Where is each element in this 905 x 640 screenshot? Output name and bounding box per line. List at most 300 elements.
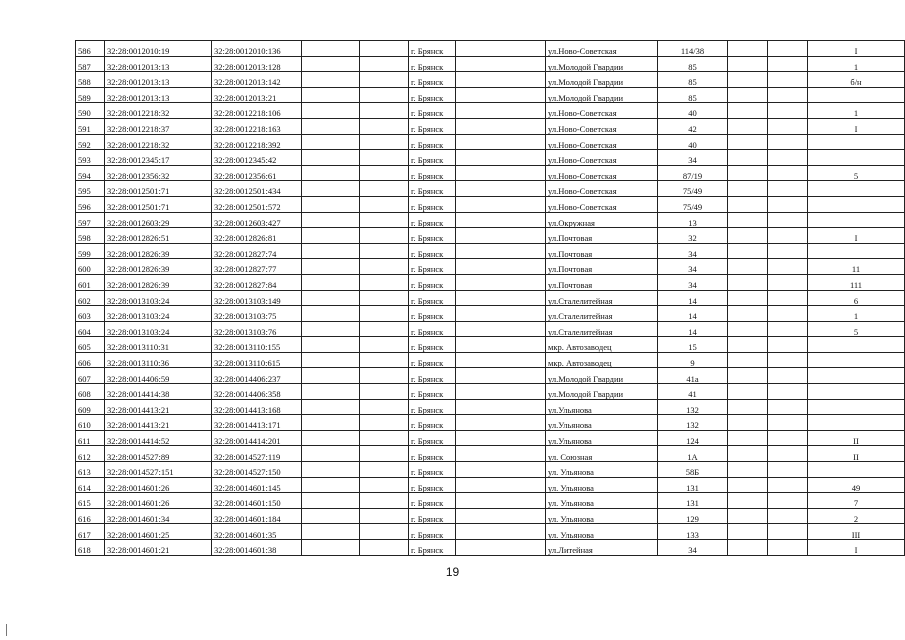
cell-blank-3 — [456, 462, 546, 478]
cell-street: ул.Ново-Советская — [546, 196, 658, 212]
cell-blank-5 — [768, 196, 808, 212]
cell-blank-1 — [302, 524, 360, 540]
cell-blank-4 — [728, 508, 768, 524]
cell-blank-4 — [728, 72, 768, 88]
cell-cadastral-parent: 32:28:0014414:52 — [105, 430, 212, 446]
cell-blank-3 — [456, 399, 546, 415]
table-row — [76, 399, 905, 415]
cell-city: г. Брянск — [409, 321, 456, 337]
cell-row-no: 593 — [76, 150, 105, 166]
cell-row-no: 601 — [76, 274, 105, 290]
cell-street: ул.Литейная — [546, 540, 658, 556]
cell-city: г. Брянск — [409, 446, 456, 462]
cell-blank-1 — [302, 134, 360, 150]
cell-blank-3 — [456, 477, 546, 493]
cell-apartment: 7 — [808, 493, 905, 509]
cell-street: мкр. Автозаводец — [546, 337, 658, 353]
cell-blank-4 — [728, 212, 768, 228]
cell-blank-2 — [360, 493, 409, 509]
cell-blank-1 — [302, 243, 360, 259]
cell-cadastral-object: 32:28:0012827:84 — [212, 274, 302, 290]
cell-street: ул.Молодой Гвардии — [546, 87, 658, 103]
cell-city: г. Брянск — [409, 508, 456, 524]
cell-cadastral-object: 32:28:0012218:106 — [212, 103, 302, 119]
cell-blank-5 — [768, 508, 808, 524]
cell-city: г. Брянск — [409, 165, 456, 181]
cell-street: ул.Молодой Гвардии — [546, 384, 658, 400]
cell-house: 34 — [658, 274, 728, 290]
cell-row-no: 608 — [76, 384, 105, 400]
cell-house: 131 — [658, 477, 728, 493]
cell-blank-1 — [302, 321, 360, 337]
cell-apartment: 1 — [808, 306, 905, 322]
table-row — [76, 181, 905, 197]
cell-blank-3 — [456, 118, 546, 134]
cell-cadastral-parent: 32:28:0013103:24 — [105, 306, 212, 322]
cell-blank-2 — [360, 212, 409, 228]
cell-blank-2 — [360, 352, 409, 368]
cell-blank-1 — [302, 196, 360, 212]
cell-cadastral-object: 32:28:0012010:136 — [212, 41, 302, 57]
cell-blank-2 — [360, 524, 409, 540]
cell-house: 34 — [658, 150, 728, 166]
cell-apartment — [808, 399, 905, 415]
cell-street: ул.Сталелитейная — [546, 290, 658, 306]
cell-blank-5 — [768, 243, 808, 259]
cell-street: ул.Ульянова — [546, 399, 658, 415]
cell-cadastral-parent: 32:28:0014601:21 — [105, 540, 212, 556]
cell-city: г. Брянск — [409, 134, 456, 150]
cell-blank-3 — [456, 56, 546, 72]
cell-cadastral-parent: 32:28:0012010:19 — [105, 41, 212, 57]
cell-street: ул. Союзная — [546, 446, 658, 462]
cell-city: г. Брянск — [409, 290, 456, 306]
cell-blank-4 — [728, 524, 768, 540]
cell-blank-1 — [302, 446, 360, 462]
cell-blank-2 — [360, 165, 409, 181]
cell-blank-5 — [768, 321, 808, 337]
cell-blank-5 — [768, 430, 808, 446]
cell-blank-3 — [456, 446, 546, 462]
cell-house: 9 — [658, 352, 728, 368]
cell-cadastral-object: 32:28:0012501:572 — [212, 196, 302, 212]
cell-street: ул.Ново-Советская — [546, 103, 658, 119]
table-row — [76, 274, 905, 290]
cell-apartment: 5 — [808, 165, 905, 181]
cell-blank-3 — [456, 493, 546, 509]
table-row — [76, 72, 905, 88]
cell-house: 32 — [658, 228, 728, 244]
cell-street: ул.Ново-Советская — [546, 150, 658, 166]
cell-cadastral-object: 32:28:0014601:145 — [212, 477, 302, 493]
cell-city: г. Брянск — [409, 430, 456, 446]
cell-blank-4 — [728, 196, 768, 212]
cell-row-no: 611 — [76, 430, 105, 446]
cell-apartment: II — [808, 430, 905, 446]
cell-blank-4 — [728, 352, 768, 368]
cell-blank-5 — [768, 493, 808, 509]
cell-blank-5 — [768, 477, 808, 493]
cell-blank-1 — [302, 290, 360, 306]
cell-row-no: 599 — [76, 243, 105, 259]
cell-blank-5 — [768, 228, 808, 244]
table-row — [76, 321, 905, 337]
cell-row-no: 615 — [76, 493, 105, 509]
cell-row-no: 597 — [76, 212, 105, 228]
cell-blank-3 — [456, 337, 546, 353]
cell-blank-4 — [728, 415, 768, 431]
cell-blank-1 — [302, 212, 360, 228]
cell-blank-3 — [456, 243, 546, 259]
cell-row-no: 614 — [76, 477, 105, 493]
cell-street: ул.Ново-Советская — [546, 118, 658, 134]
cell-blank-3 — [456, 134, 546, 150]
cell-cadastral-object: 32:28:0012013:128 — [212, 56, 302, 72]
cell-blank-2 — [360, 181, 409, 197]
cell-blank-2 — [360, 337, 409, 353]
cell-blank-3 — [456, 196, 546, 212]
table-row — [76, 352, 905, 368]
cell-cadastral-parent: 32:28:0012345:17 — [105, 150, 212, 166]
cell-house: 132 — [658, 399, 728, 415]
cell-street: ул.Почтовая — [546, 228, 658, 244]
table-row — [76, 41, 905, 57]
cell-row-no: 589 — [76, 87, 105, 103]
cell-blank-3 — [456, 150, 546, 166]
cell-blank-4 — [728, 493, 768, 509]
cell-blank-4 — [728, 540, 768, 556]
cell-blank-4 — [728, 306, 768, 322]
cell-blank-2 — [360, 368, 409, 384]
cell-blank-2 — [360, 384, 409, 400]
cell-blank-2 — [360, 134, 409, 150]
cell-blank-2 — [360, 508, 409, 524]
cell-blank-2 — [360, 446, 409, 462]
cell-blank-5 — [768, 259, 808, 275]
table-row — [76, 150, 905, 166]
cell-blank-1 — [302, 493, 360, 509]
cell-cadastral-parent: 32:28:0014414:38 — [105, 384, 212, 400]
cell-blank-1 — [302, 477, 360, 493]
cell-house: 87/19 — [658, 165, 728, 181]
cell-row-no: 604 — [76, 321, 105, 337]
cell-cadastral-object: 32:28:0012603:427 — [212, 212, 302, 228]
cell-apartment: I — [808, 118, 905, 134]
cell-apartment: III — [808, 524, 905, 540]
cell-blank-1 — [302, 87, 360, 103]
cell-blank-1 — [302, 56, 360, 72]
cell-blank-4 — [728, 259, 768, 275]
cell-blank-2 — [360, 430, 409, 446]
page-number: 19 — [445, 565, 460, 579]
cell-row-no: 595 — [76, 181, 105, 197]
cell-cadastral-object: 32:28:0012826:81 — [212, 228, 302, 244]
cell-cadastral-object: 32:28:0012827:77 — [212, 259, 302, 275]
table-row — [76, 430, 905, 446]
cell-cadastral-parent: 32:28:0014601:34 — [105, 508, 212, 524]
cell-blank-2 — [360, 72, 409, 88]
cell-apartment — [808, 462, 905, 478]
cell-apartment: I — [808, 41, 905, 57]
cell-row-no: 602 — [76, 290, 105, 306]
cell-street: ул.Ново-Советская — [546, 165, 658, 181]
cell-apartment: 1 — [808, 103, 905, 119]
cell-cadastral-parent: 32:28:0012218:32 — [105, 103, 212, 119]
cell-city: г. Брянск — [409, 259, 456, 275]
cell-blank-4 — [728, 56, 768, 72]
cell-blank-4 — [728, 41, 768, 57]
cell-blank-3 — [456, 259, 546, 275]
cell-blank-3 — [456, 212, 546, 228]
cell-city: г. Брянск — [409, 103, 456, 119]
cell-cadastral-parent: 32:28:0014601:26 — [105, 493, 212, 509]
table-row — [76, 508, 905, 524]
cell-street: ул. Ульянова — [546, 508, 658, 524]
cell-city: г. Брянск — [409, 87, 456, 103]
table-row — [76, 87, 905, 103]
cell-cadastral-parent: 32:28:0013103:24 — [105, 290, 212, 306]
cell-house: 58Б — [658, 462, 728, 478]
cell-apartment — [808, 134, 905, 150]
cell-blank-5 — [768, 150, 808, 166]
cell-house: 41а — [658, 368, 728, 384]
cell-row-no: 618 — [76, 540, 105, 556]
cell-blank-5 — [768, 352, 808, 368]
table-row — [76, 462, 905, 478]
cell-blank-3 — [456, 508, 546, 524]
cell-street: ул.Сталелитейная — [546, 306, 658, 322]
cell-row-no: 590 — [76, 103, 105, 119]
cell-cadastral-object: 32:28:0013103:149 — [212, 290, 302, 306]
cell-cadastral-object: 32:28:0014413:168 — [212, 399, 302, 415]
cell-blank-1 — [302, 181, 360, 197]
table-row — [76, 368, 905, 384]
cell-cadastral-object: 32:28:0014414:201 — [212, 430, 302, 446]
cell-blank-1 — [302, 430, 360, 446]
cell-apartment — [808, 384, 905, 400]
table-row — [76, 446, 905, 462]
cell-apartment: I — [808, 228, 905, 244]
table-row — [76, 384, 905, 400]
cell-blank-3 — [456, 430, 546, 446]
cell-city: г. Брянск — [409, 41, 456, 57]
table-row — [76, 259, 905, 275]
cell-blank-2 — [360, 306, 409, 322]
cell-blank-3 — [456, 165, 546, 181]
cell-street: ул. Ульянова — [546, 524, 658, 540]
cell-blank-2 — [360, 87, 409, 103]
cell-apartment: 49 — [808, 477, 905, 493]
cell-cadastral-object: 32:28:0014601:35 — [212, 524, 302, 540]
cell-blank-2 — [360, 56, 409, 72]
cell-apartment — [808, 196, 905, 212]
cell-blank-4 — [728, 243, 768, 259]
cell-city: г. Брянск — [409, 274, 456, 290]
cell-blank-3 — [456, 384, 546, 400]
cell-apartment — [808, 150, 905, 166]
cell-cadastral-object: 32:28:0013103:76 — [212, 321, 302, 337]
cell-city: г. Брянск — [409, 524, 456, 540]
cell-city: г. Брянск — [409, 196, 456, 212]
cell-blank-2 — [360, 290, 409, 306]
cell-blank-5 — [768, 212, 808, 228]
cell-blank-1 — [302, 72, 360, 88]
cell-cadastral-object: 32:28:0014406:237 — [212, 368, 302, 384]
cell-blank-1 — [302, 150, 360, 166]
cell-street: ул.Ульянова — [546, 415, 658, 431]
cell-cadastral-parent: 32:28:0013110:36 — [105, 352, 212, 368]
table-row — [76, 56, 905, 72]
cell-house: 34 — [658, 259, 728, 275]
cell-blank-3 — [456, 415, 546, 431]
table-row — [76, 103, 905, 119]
cell-cadastral-parent: 32:28:0012013:13 — [105, 56, 212, 72]
cell-apartment: 6 — [808, 290, 905, 306]
cell-apartment: 11 — [808, 259, 905, 275]
cell-blank-5 — [768, 306, 808, 322]
cell-house: 75/49 — [658, 181, 728, 197]
cell-cadastral-parent: 32:28:0012218:32 — [105, 134, 212, 150]
cell-street: ул. Ульянова — [546, 493, 658, 509]
cell-street: ул.Молодой Гвардии — [546, 368, 658, 384]
cell-blank-2 — [360, 399, 409, 415]
cell-blank-5 — [768, 399, 808, 415]
table-row — [76, 243, 905, 259]
cell-blank-4 — [728, 446, 768, 462]
cell-blank-3 — [456, 228, 546, 244]
cell-cadastral-object: 32:28:0012827:74 — [212, 243, 302, 259]
cell-house: 133 — [658, 524, 728, 540]
cell-blank-4 — [728, 399, 768, 415]
cell-apartment — [808, 337, 905, 353]
cell-cadastral-parent: 32:28:0012826:39 — [105, 259, 212, 275]
cell-cadastral-parent: 32:28:0012826:39 — [105, 274, 212, 290]
cell-city: г. Брянск — [409, 56, 456, 72]
cell-street: ул.Ульянова — [546, 430, 658, 446]
cell-blank-5 — [768, 462, 808, 478]
table-row — [76, 524, 905, 540]
cell-house: 14 — [658, 306, 728, 322]
cell-blank-2 — [360, 259, 409, 275]
cell-cadastral-parent: 32:28:0014601:26 — [105, 477, 212, 493]
cell-row-no: 588 — [76, 72, 105, 88]
cell-city: г. Брянск — [409, 118, 456, 134]
cell-cadastral-object: 32:28:0012013:21 — [212, 87, 302, 103]
cell-cadastral-object: 32:28:0013103:75 — [212, 306, 302, 322]
table-row — [76, 118, 905, 134]
cell-street: ул.Окружная — [546, 212, 658, 228]
cell-blank-2 — [360, 540, 409, 556]
cell-house: 85 — [658, 87, 728, 103]
cell-apartment: 5 — [808, 321, 905, 337]
cell-house: 131 — [658, 493, 728, 509]
cell-blank-4 — [728, 181, 768, 197]
cell-cadastral-object: 32:28:0013110:615 — [212, 352, 302, 368]
cell-cadastral-parent: 32:28:0012826:51 — [105, 228, 212, 244]
cell-blank-1 — [302, 41, 360, 57]
cell-blank-5 — [768, 384, 808, 400]
cell-apartment — [808, 181, 905, 197]
cell-blank-5 — [768, 368, 808, 384]
cell-blank-3 — [456, 540, 546, 556]
cell-blank-4 — [728, 321, 768, 337]
cell-blank-1 — [302, 228, 360, 244]
cell-blank-1 — [302, 352, 360, 368]
cell-cadastral-parent: 32:28:0012826:39 — [105, 243, 212, 259]
cell-blank-3 — [456, 306, 546, 322]
cell-street: ул. Ульянова — [546, 462, 658, 478]
cell-cadastral-object: 32:28:0012501:434 — [212, 181, 302, 197]
cell-street: ул.Ново-Советская — [546, 41, 658, 57]
cell-row-no: 610 — [76, 415, 105, 431]
cell-apartment — [808, 87, 905, 103]
cell-street: ул.Ново-Советская — [546, 181, 658, 197]
cell-blank-1 — [302, 259, 360, 275]
cell-row-no: 596 — [76, 196, 105, 212]
cell-blank-1 — [302, 103, 360, 119]
cell-city: г. Брянск — [409, 399, 456, 415]
cell-blank-4 — [728, 165, 768, 181]
cell-house: 15 — [658, 337, 728, 353]
cell-blank-2 — [360, 321, 409, 337]
cell-blank-5 — [768, 134, 808, 150]
cell-blank-1 — [302, 384, 360, 400]
cell-house: 14 — [658, 321, 728, 337]
cell-city: г. Брянск — [409, 337, 456, 353]
cell-house: 85 — [658, 56, 728, 72]
cell-blank-3 — [456, 368, 546, 384]
cell-blank-4 — [728, 118, 768, 134]
cell-house: 40 — [658, 103, 728, 119]
cell-blank-5 — [768, 165, 808, 181]
cell-blank-1 — [302, 540, 360, 556]
cell-row-no: 603 — [76, 306, 105, 322]
cell-blank-1 — [302, 306, 360, 322]
cell-house: 14 — [658, 290, 728, 306]
cell-blank-2 — [360, 228, 409, 244]
table-row — [76, 196, 905, 212]
cell-house: 1А — [658, 446, 728, 462]
cell-blank-1 — [302, 415, 360, 431]
cell-blank-5 — [768, 103, 808, 119]
cell-row-no: 594 — [76, 165, 105, 181]
table-row — [76, 415, 905, 431]
table-row — [76, 337, 905, 353]
table-row — [76, 290, 905, 306]
cell-city: г. Брянск — [409, 212, 456, 228]
cell-blank-4 — [728, 337, 768, 353]
cell-apartment — [808, 243, 905, 259]
cell-cadastral-object: 32:28:0012356:61 — [212, 165, 302, 181]
cell-street: ул.Молодой Гвардии — [546, 72, 658, 88]
cell-blank-5 — [768, 337, 808, 353]
cell-blank-5 — [768, 56, 808, 72]
cell-row-no: 591 — [76, 118, 105, 134]
cell-blank-3 — [456, 321, 546, 337]
cell-cadastral-parent: 32:28:0013103:24 — [105, 321, 212, 337]
cell-row-no: 587 — [76, 56, 105, 72]
cell-cadastral-parent: 32:28:0014527:89 — [105, 446, 212, 462]
cell-house: 42 — [658, 118, 728, 134]
table-row — [76, 165, 905, 181]
cell-cadastral-object: 32:28:0014527:119 — [212, 446, 302, 462]
cell-cadastral-parent: 32:28:0014601:25 — [105, 524, 212, 540]
cell-blank-2 — [360, 274, 409, 290]
cell-blank-1 — [302, 118, 360, 134]
cell-blank-2 — [360, 243, 409, 259]
cell-city: г. Брянск — [409, 243, 456, 259]
cell-cadastral-object: 32:28:0014527:150 — [212, 462, 302, 478]
